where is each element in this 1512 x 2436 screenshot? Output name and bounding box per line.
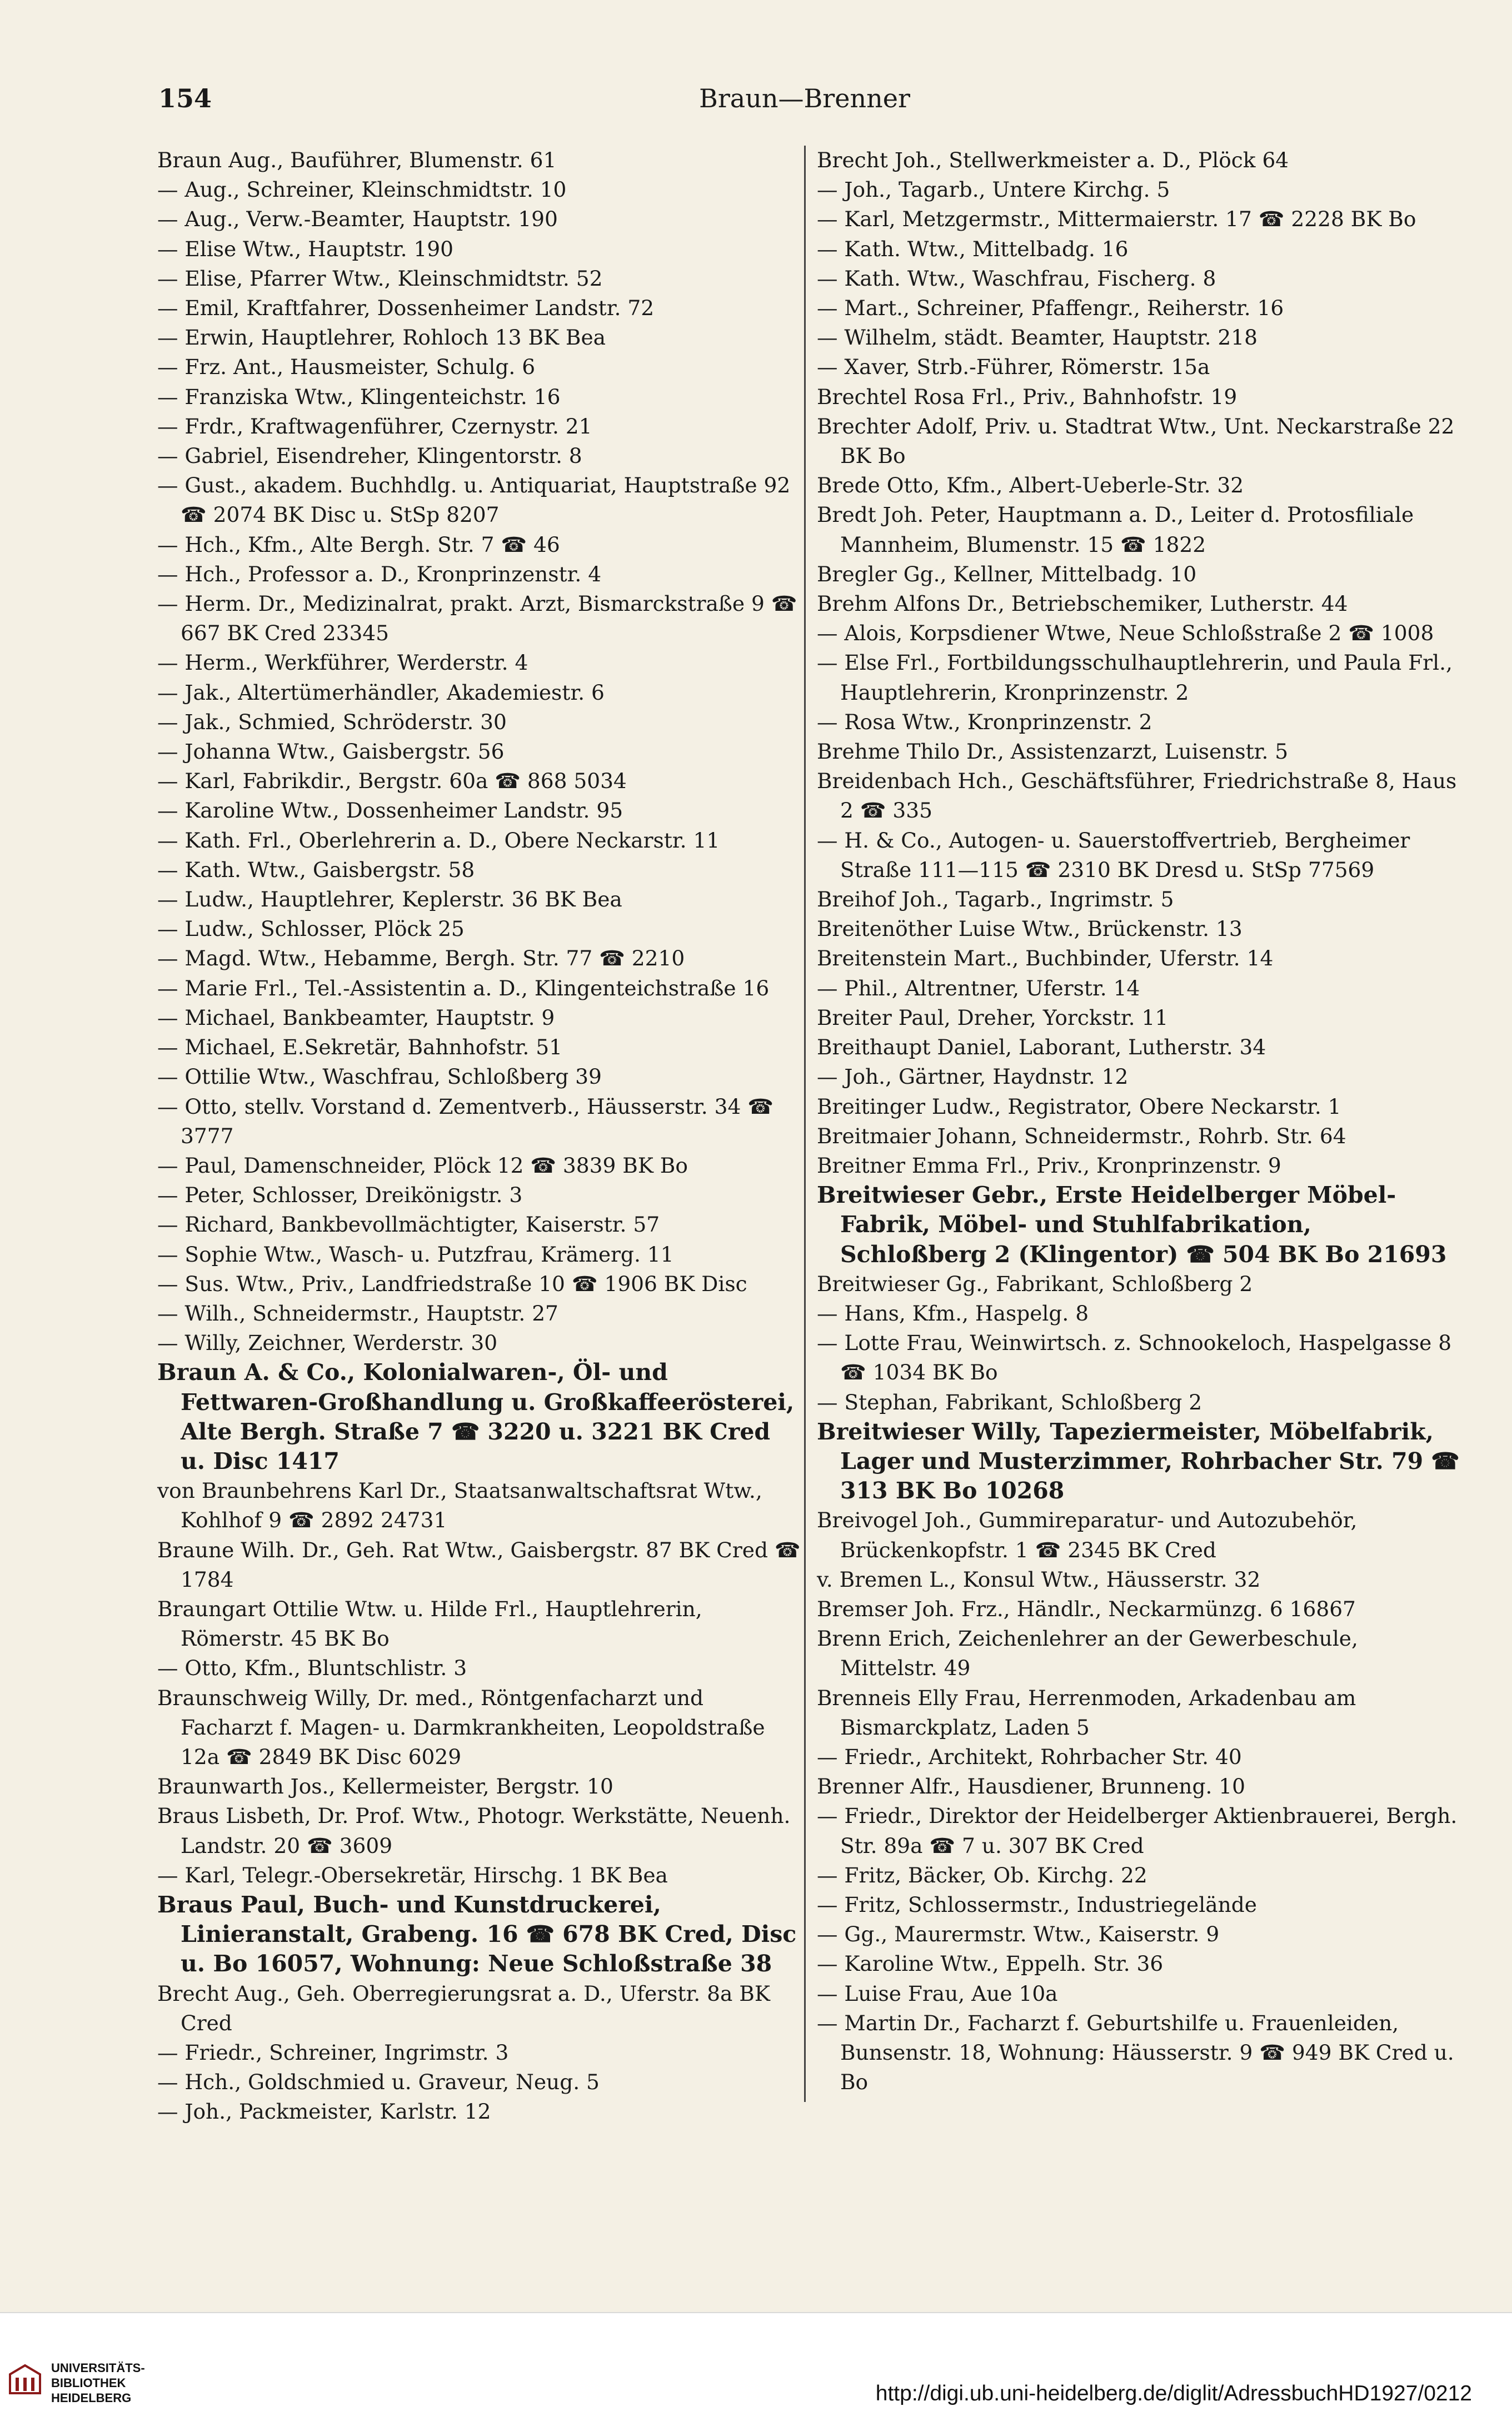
- directory-entry: — Gg., Maurermstr. Wtw., Kaiserstr. 9: [817, 1922, 1220, 1947]
- directory-entry: — Frz. Ant., Hausmeister, Schulg. 6: [157, 355, 536, 380]
- directory-entry: — Wilhelm, städt. Beamter, Hauptstr. 218: [817, 325, 1258, 350]
- page-number: 154: [158, 83, 212, 113]
- directory-entry: Bredt Joh. Peter, Hauptmann a. D., Leiter d. Protosfiliale Mannheim, Blumenstr. 15 ☎ 1822: [817, 502, 1414, 557]
- directory-entry: — Fritz, Schlossermstr., Industriegelände: [817, 1892, 1257, 1917]
- directory-entry: Breitinger Ludw., Registrator, Obere Neckarstr. 1: [817, 1094, 1341, 1119]
- directory-entry: — Hch., Goldschmied u. Graveur, Neug. 5: [157, 2070, 600, 2095]
- directory-entry: — Hch., Kfm., Alte Bergh. Str. 7 ☎ 46: [157, 532, 560, 557]
- directory-entry: — Joh., Gärtner, Haydnstr. 12: [817, 1064, 1129, 1089]
- directory-entry: Braun Aug., Bauführer, Blumenstr. 61: [157, 148, 557, 172]
- directory-entry: von Braunbehrens Karl Dr., Staatsanwaltschaftsrat Wtw., Kohlhof 9 ☎ 2892 24731: [157, 1478, 762, 1533]
- directory-entry: — Willy, Zeichner, Werderstr. 30: [157, 1331, 498, 1356]
- library-name-line-3: HEIDELBERG: [51, 2391, 132, 2405]
- directory-entry: — Hans, Kfm., Haspelg. 8: [817, 1301, 1089, 1326]
- directory-entry: — Ludw., Schlosser, Plöck 25: [157, 916, 465, 941]
- directory-entry: — Phil., Altrentner, Uferstr. 14: [817, 975, 1140, 1000]
- directory-entry: — Xaver, Strb.-Führer, Römerstr. 15a: [817, 355, 1210, 380]
- directory-entry: Braus Paul, Buch- und Kunstdruckerei, Linieranstalt, Grabeng. 16 ☎ 678 BK Cred, Disc u. Bo 16057, Wohnung: Neue Schloßstraße 38: [157, 1891, 797, 1977]
- directory-entry: — Stephan, Fabrikant, Schloßberg 2: [817, 1389, 1202, 1414]
- column-divider: [804, 146, 806, 2102]
- directory-entry: — Kath. Wtw., Waschfrau, Fischerg. 8: [817, 266, 1216, 291]
- library-name-line-2: BIBLIOTHEK: [51, 2376, 126, 2390]
- footer: [0, 2312, 1512, 2436]
- directory-entry: Breidenbach Hch., Geschäftsführer, Friedrichstraße 8, Haus 2 ☎ 335: [817, 769, 1457, 823]
- directory-entry: — Otto, Kfm., Bluntschlistr. 3: [157, 1656, 467, 1681]
- directory-entry: — Joh., Packmeister, Karlstr. 12: [157, 2099, 491, 2124]
- directory-entry: — Herm., Werkführer, Werderstr. 4: [157, 650, 528, 675]
- directory-entry: — Elise Wtw., Hauptstr. 190: [157, 236, 453, 261]
- directory-entry: — Richard, Bankbevollmächtigter, Kaiserstr. 57: [157, 1212, 660, 1237]
- directory-entry: — Joh., Tagarb., Untere Kirchg. 5: [817, 177, 1170, 202]
- directory-entry: Breitwieser Gebr., Erste Heidelberger Möbel-Fabrik, Möbel- und Stuhlfabrikation, Schloßberg 2 (Klingentor) ☎ 504 BK Bo 21693: [817, 1182, 1447, 1268]
- directory-entry: Brechter Adolf, Priv. u. Stadtrat Wtw., Unt. Neckarstraße 22 BK Bo: [817, 414, 1455, 469]
- directory-entry: — Marie Frl., Tel.-Assistentin a. D., Klingenteichstraße 16: [157, 975, 770, 1000]
- directory-entry: — Hch., Professor a. D., Kronprinzenstr. 4: [157, 561, 602, 586]
- directory-entry: — Kath. Wtw., Gaisbergstr. 58: [157, 857, 475, 882]
- left-column: [157, 146, 802, 2127]
- directory-entry: Braune Wilh. Dr., Geh. Rat Wtw., Gaisbergstr. 87 BK Cred ☎ 1784: [157, 1537, 801, 1592]
- directory-entry: — Kath. Frl., Oberlehrerin a. D., Obere Neckarstr. 11: [157, 828, 720, 853]
- directory-entry: Brehme Thilo Dr., Assistenzarzt, Luisenstr. 5: [817, 739, 1289, 764]
- directory-entry: — Magd. Wtw., Hebamme, Bergh. Str. 77 ☎ 2210: [157, 946, 685, 971]
- directory-entry: — Frdr., Kraftwagenführer, Czernystr. 21: [157, 414, 592, 439]
- directory-entry: Breitner Emma Frl., Priv., Kronprinzenstr. 9: [817, 1153, 1281, 1178]
- directory-entry: — Friedr., Architekt, Rohrbacher Str. 40: [817, 1744, 1242, 1769]
- directory-entry: — Luise Frau, Aue 10a: [817, 1981, 1058, 2006]
- directory-entry: — Friedr., Direktor der Heidelberger Aktienbrauerei, Bergh. Str. 89a ☎ 7 u. 307 BK Cred: [817, 1804, 1458, 1858]
- directory-entry: Brenneis Elly Frau, Herrenmoden, Arkadenbau am Bismarckplatz, Laden 5: [817, 1685, 1356, 1740]
- directory-entry: Breiter Paul, Dreher, Yorckstr. 11: [817, 1005, 1169, 1030]
- directory-entry: — Martin Dr., Facharzt f. Geburtshilfe u. Frauenleiden, Bunsenstr. 18, Wohnung: Häusserstr. 9 ☎ 949 BK Cred u. Bo: [817, 2010, 1454, 2095]
- library-logo-icon: [8, 2362, 42, 2397]
- directory-entry: — Michael, Bankbeamter, Hauptstr. 9: [157, 1005, 555, 1030]
- directory-entry: — Else Frl., Fortbildungsschulhauptlehrerin, und Paula Frl., Hauptlehrerin, Kronprinzenstr. 2: [817, 650, 1453, 705]
- directory-entry: Braungart Ottilie Wtw. u. Hilde Frl., Hauptlehrerin, Römerstr. 45 BK Bo: [157, 1596, 702, 1651]
- directory-entry: — Michael, E.Sekretär, Bahnhofstr. 51: [157, 1035, 562, 1060]
- directory-entry: v. Bremen L., Konsul Wtw., Häusserstr. 32: [817, 1567, 1261, 1592]
- directory-entry: — Karl, Telegr.-Obersekretär, Hirschg. 1 BK Bea: [157, 1862, 668, 1887]
- directory-entry: Brechtel Rosa Frl., Priv., Bahnhofstr. 19: [817, 384, 1237, 409]
- directory-entry: — Franziska Wtw., Klingenteichstr. 16: [157, 384, 561, 409]
- directory-entry: — Lotte Frau, Weinwirtsch. z. Schnookeloch, Haspelgasse 8 ☎ 1034 BK Bo: [817, 1331, 1452, 1385]
- directory-entry: — Karl, Fabrikdir., Bergstr. 60a ☎ 868 5034: [157, 769, 627, 794]
- directory-entry: — Rosa Wtw., Kronprinzenstr. 2: [817, 709, 1152, 734]
- directory-entry: Braus Lisbeth, Dr. Prof. Wtw., Photogr. Werkstätte, Neuenh. Landstr. 20 ☎ 3609: [157, 1804, 791, 1858]
- directory-entry: Braunwarth Jos., Kellermeister, Bergstr. 10: [157, 1774, 613, 1799]
- page-header: [158, 83, 1451, 128]
- directory-entry: Brehm Alfons Dr., Betriebschemiker, Lutherstr. 44: [817, 591, 1348, 616]
- directory-entry: — Otto, stellv. Vorstand d. Zementverb., Häusserstr. 34 ☎ 3777: [157, 1094, 774, 1148]
- directory-entry: Breivogel Joh., Gummireparatur- und Autozubehör, Brückenkopfstr. 1 ☎ 2345 BK Cred: [817, 1508, 1358, 1562]
- directory-entry: — Sophie Wtw., Wasch- u. Putzfrau, Krämerg. 11: [157, 1242, 674, 1267]
- directory-entry: Brecht Aug., Geh. Oberregierungsrat a. D., Uferstr. 8a BK Cred: [157, 1981, 770, 2035]
- directory-entry: Breitenstein Mart., Buchbinder, Uferstr. 14: [817, 946, 1274, 971]
- directory-entry: — Friedr., Schreiner, Ingrimstr. 3: [157, 2040, 509, 2065]
- directory-entry: — Ottilie Wtw., Waschfrau, Schloßberg 39: [157, 1064, 602, 1089]
- directory-entry: — H. & Co., Autogen- u. Sauerstoffvertrieb, Bergheimer Straße 111—115 ☎ 2310 BK Dresd u. StSp 77569: [817, 828, 1410, 882]
- source-url-link[interactable]: http://digi.ub.uni-heidelberg.de/diglit/AdressbuchHD1927/0212: [875, 2382, 1472, 2405]
- directory-entry: — Sus. Wtw., Priv., Landfriedstraße 10 ☎ 1906 BK Disc: [157, 1271, 747, 1296]
- directory-entry: — Aug., Verw.-Beamter, Hauptstr. 190: [157, 207, 558, 232]
- directory-entry: — Alois, Korpsdiener Wtwe, Neue Schloßstraße 2 ☎ 1008: [817, 621, 1434, 646]
- directory-entry: Bremser Joh. Frz., Händlr., Neckarmünzg. 6 16867: [817, 1596, 1356, 1621]
- directory-entry: Breitwieser Willy, Tapeziermeister, Möbelfabrik, Lager und Musterzimmer, Rohrbacher Str. 79 ☎ 313 BK Bo 10268: [817, 1418, 1460, 1505]
- directory-entry: — Erwin, Hauptlehrer, Rohloch 13 BK Bea: [157, 325, 606, 350]
- directory-entry: Breitwieser Gg., Fabrikant, Schloßberg 2: [817, 1271, 1253, 1296]
- directory-entry: — Kath. Wtw., Mittelbadg. 16: [817, 236, 1129, 261]
- directory-entry: Brecht Joh., Stellwerkmeister a. D., Plöck 64: [817, 148, 1289, 172]
- directory-entry: Breihof Joh., Tagarb., Ingrimstr. 5: [817, 887, 1174, 912]
- directory-entry: Brenn Erich, Zeichenlehrer an der Gewerbeschule, Mittelstr. 49: [817, 1626, 1358, 1681]
- directory-entry: Breitmaier Johann, Schneidermstr., Rohrb. Str. 64: [817, 1123, 1346, 1148]
- library-name-line-1: UNIVERSITÄTS-: [51, 2361, 145, 2375]
- running-head: Braun—Brenner: [699, 83, 910, 113]
- directory-entry: — Emil, Kraftfahrer, Dossenheimer Landstr. 72: [157, 296, 655, 321]
- directory-entry: — Fritz, Bäcker, Ob. Kirchg. 22: [817, 1862, 1147, 1887]
- directory-entry: — Jak., Schmied, Schröderstr. 30: [157, 709, 507, 734]
- directory-entry: — Mart., Schreiner, Pfaffengr., Reiherstr. 16: [817, 296, 1284, 321]
- directory-entry: Braunschweig Willy, Dr. med., Röntgenfacharzt und Facharzt f. Magen- u. Darmkrankheiten, Leopoldstraße 12a ☎ 2849 BK Disc 6029: [157, 1685, 765, 1769]
- directory-entry: — Johanna Wtw., Gaisbergstr. 56: [157, 739, 505, 764]
- directory-entry: Brede Otto, Kfm., Albert-Ueberle-Str. 32: [817, 473, 1244, 498]
- directory-entry: Brenner Alfr., Hausdiener, Brunneng. 10: [817, 1774, 1246, 1799]
- directory-entry: Breithaupt Daniel, Laborant, Lutherstr. 34: [817, 1035, 1266, 1060]
- directory-entry: — Karl, Metzgermstr., Mittermaierstr. 17 ☎ 2228 BK Bo: [817, 207, 1416, 232]
- library-name: [51, 2360, 145, 2405]
- directory-entry: — Karoline Wtw., Dossenheimer Landstr. 95: [157, 798, 623, 823]
- directory-entry: Breitenöther Luise Wtw., Brückenstr. 13: [817, 916, 1242, 941]
- directory-entry: — Ludw., Hauptlehrer, Keplerstr. 36 BK Bea: [157, 887, 622, 912]
- directory-entry: — Peter, Schlosser, Dreikönigstr. 3: [157, 1183, 523, 1208]
- directory-entry: — Karoline Wtw., Eppelh. Str. 36: [817, 1951, 1164, 1976]
- directory-entry: — Aug., Schreiner, Kleinschmidtstr. 10: [157, 177, 567, 202]
- directory-entry: — Jak., Altertümerhändler, Akademiestr. 6: [157, 680, 605, 705]
- directory-entry: — Herm. Dr., Medizinalrat, prakt. Arzt, Bismarckstraße 9 ☎ 667 BK Cred 23345: [157, 591, 797, 646]
- directory-entry: — Wilh., Schneidermstr., Hauptstr. 27: [157, 1301, 558, 1326]
- directory-entry: — Paul, Damenschneider, Plöck 12 ☎ 3839 BK Bo: [157, 1153, 688, 1178]
- directory-entry: Bregler Gg., Kellner, Mittelbadg. 10: [817, 561, 1197, 586]
- right-column: [817, 146, 1461, 2097]
- directory-entry: — Gust., akadem. Buchhdlg. u. Antiquariat, Hauptstraße 92 ☎ 2074 BK Disc u. StSp 8207: [157, 473, 791, 527]
- directory-entry: — Elise, Pfarrer Wtw., Kleinschmidtstr. 52: [157, 266, 603, 291]
- directory-entry: Braun A. & Co., Kolonialwaren-, Öl- und Fettwaren-Großhandlung u. Großkaffeerösterei, Alte Bergh. Straße 7 ☎ 3220 u. 3221 BK Cred u. Disc 1417: [157, 1359, 795, 1474]
- directory-entry: — Gabriel, Eisendreher, Klingentorstr. 8: [157, 444, 582, 469]
